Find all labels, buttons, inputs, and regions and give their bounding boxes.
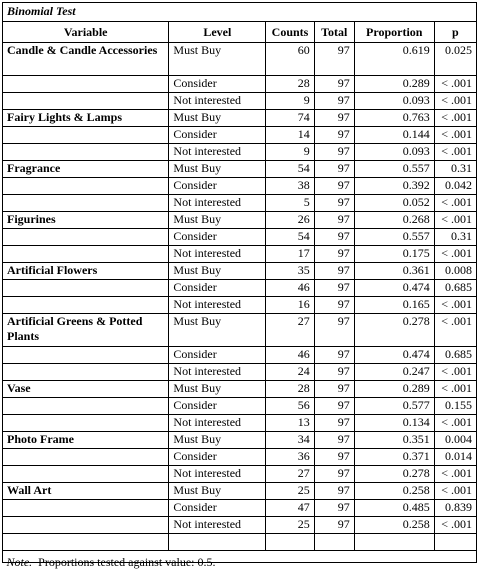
variable-cell-empty [3,364,169,381]
variable-cell-empty [3,466,169,483]
counts-cell: 9 [266,93,314,110]
total-cell: 97 [314,517,354,534]
counts-cell: 46 [266,280,314,297]
total-cell: 97 [314,415,354,432]
counts-cell: 35 [266,263,314,280]
proportion-cell: 0.134 [354,415,434,432]
variable-cell-empty [3,76,169,93]
blank-cell [434,534,476,551]
binomial-test-table [2,2,477,571]
header-level: Level [169,22,266,43]
proportion-cell: 0.474 [354,280,434,297]
p-value-cell: < .001 [434,517,476,534]
level-cell: Must Buy [169,212,266,229]
level-cell: Not interested [169,195,266,212]
table-row [3,127,477,144]
proportion-cell: 0.557 [354,161,434,178]
total-cell: 97 [314,381,354,398]
proportion-cell: 0.289 [354,76,434,93]
table-caption: Binomial Test [3,3,477,22]
total-cell: 97 [314,229,354,246]
proportion-cell: 0.268 [354,212,434,229]
counts-cell: 74 [266,110,314,127]
level-cell: Not interested [169,364,266,381]
total-cell: 97 [314,212,354,229]
total-cell: 97 [314,195,354,212]
variable-cell: Artificial Flowers [3,263,169,280]
variable-cell-empty [3,127,169,144]
variable-cell-empty [3,449,169,466]
proportion-cell: 0.093 [354,144,434,161]
p-value-cell: < .001 [434,364,476,381]
variable-cell: Fragrance [3,161,169,178]
p-value-cell: 0.014 [434,449,476,466]
p-value-cell: < .001 [434,212,476,229]
total-cell: 97 [314,178,354,195]
p-value-cell: < .001 [434,144,476,161]
counts-cell: 27 [266,466,314,483]
proportion-cell: 0.144 [354,127,434,144]
total-cell: 97 [314,347,354,364]
proportion-cell: 0.557 [354,229,434,246]
level-cell: Consider [169,347,266,364]
variable-cell-empty [3,398,169,415]
level-cell: Not interested [169,415,266,432]
total-cell: 97 [314,280,354,297]
blank-cell [169,534,266,551]
header-counts: Counts [266,22,314,43]
counts-cell: 16 [266,297,314,314]
proportion-cell: 0.165 [354,297,434,314]
counts-cell: 27 [266,314,314,347]
proportion-cell: 0.371 [354,449,434,466]
p-value-cell: < .001 [434,110,476,127]
table-row [3,93,477,110]
counts-cell: 28 [266,76,314,93]
p-value-cell: < .001 [434,127,476,144]
variable-cell-empty [3,500,169,517]
counts-cell: 13 [266,415,314,432]
counts-cell: 54 [266,229,314,246]
proportion-cell: 0.577 [354,398,434,415]
level-cell: Must Buy [169,161,266,178]
level-cell: Must Buy [169,432,266,449]
variable-cell-empty [3,347,169,364]
p-value-cell: < .001 [434,466,476,483]
total-cell: 97 [314,263,354,280]
variable-cell-empty [3,93,169,110]
p-value-cell: 0.042 [434,178,476,195]
blank-row [3,534,477,551]
note-row [3,551,477,571]
proportion-cell: 0.351 [354,432,434,449]
proportion-cell: 0.175 [354,246,434,263]
proportion-cell: 0.278 [354,314,434,347]
table-note [3,551,477,571]
proportion-cell: 0.485 [354,500,434,517]
proportion-cell: 0.361 [354,263,434,280]
header-proportion: Proportion [354,22,434,43]
p-value-cell: < .001 [434,246,476,263]
level-cell: Not interested [169,144,266,161]
table-row [3,500,477,517]
counts-cell: 26 [266,212,314,229]
table-row [3,398,477,415]
proportion-cell: 0.619 [354,43,434,76]
level-cell: Must Buy [169,381,266,398]
blank-cell [314,534,354,551]
level-cell: Consider [169,280,266,297]
table-row [3,195,477,212]
total-cell: 97 [314,144,354,161]
table-row [3,263,477,280]
p-value-cell: 0.004 [434,432,476,449]
level-cell: Must Buy [169,483,266,500]
p-value-cell: 0.025 [434,43,476,76]
table-row [3,415,477,432]
p-value-cell: 0.008 [434,263,476,280]
level-cell: Consider [169,127,266,144]
total-cell: 97 [314,127,354,144]
table-row [3,43,477,76]
level-cell: Consider [169,229,266,246]
table-row [3,449,477,466]
blank-cell [3,534,169,551]
variable-cell-empty [3,246,169,263]
table-row [3,246,477,263]
total-cell: 97 [314,246,354,263]
table-row [3,483,477,500]
level-cell: Consider [169,500,266,517]
variable-cell: Artificial Greens & Potted Plants [3,314,169,347]
proportion-cell: 0.258 [354,483,434,500]
table-row [3,466,477,483]
variable-cell-empty [3,229,169,246]
total-cell: 97 [314,110,354,127]
total-cell: 97 [314,364,354,381]
counts-cell: 25 [266,483,314,500]
p-value-cell: < .001 [434,76,476,93]
counts-cell: 25 [266,517,314,534]
table-row [3,517,477,534]
counts-cell: 46 [266,347,314,364]
level-cell: Not interested [169,517,266,534]
total-cell: 97 [314,500,354,517]
counts-cell: 28 [266,381,314,398]
p-value-cell: 0.155 [434,398,476,415]
p-value-cell: 0.31 [434,229,476,246]
counts-cell: 34 [266,432,314,449]
p-value-cell: 0.685 [434,347,476,364]
variable-cell: Wall Art [3,483,169,500]
counts-cell: 47 [266,500,314,517]
header-total: Total [314,22,354,43]
level-cell: Consider [169,398,266,415]
level-cell: Must Buy [169,314,266,347]
level-cell: Consider [169,449,266,466]
counts-cell: 24 [266,364,314,381]
total-cell: 97 [314,76,354,93]
table-row [3,178,477,195]
variable-cell-empty [3,517,169,534]
total-cell: 97 [314,314,354,347]
table-row [3,381,477,398]
variable-cell: Candle & Candle Accessories [3,43,169,76]
table-row [3,161,477,178]
header-row [3,22,477,43]
header-p: p [434,22,476,43]
table-caption-row [3,3,477,22]
total-cell: 97 [314,93,354,110]
blank-cell [266,534,314,551]
header-variable: Variable [3,22,169,43]
counts-cell: 38 [266,178,314,195]
proportion-cell: 0.093 [354,93,434,110]
note-text: Proportions tested against value: 0.5. [38,555,215,569]
proportion-cell: 0.258 [354,517,434,534]
proportion-cell: 0.474 [354,347,434,364]
table-row [3,432,477,449]
table-row [3,314,477,347]
counts-cell: 54 [266,161,314,178]
variable-cell: Fairy Lights & Lamps [3,110,169,127]
table-row [3,76,477,93]
counts-cell: 17 [266,246,314,263]
variable-cell-empty [3,195,169,212]
level-cell: Not interested [169,466,266,483]
p-value-cell: < .001 [434,195,476,212]
p-value-cell: < .001 [434,93,476,110]
variable-cell: Figurines [3,212,169,229]
level-cell: Must Buy [169,43,266,76]
p-value-cell: 0.839 [434,500,476,517]
level-cell: Must Buy [169,263,266,280]
total-cell: 97 [314,483,354,500]
note-label: Note. [7,555,33,569]
blank-cell [354,534,434,551]
table-row [3,229,477,246]
level-cell: Consider [169,76,266,93]
proportion-cell: 0.392 [354,178,434,195]
variable-cell-empty [3,178,169,195]
counts-cell: 56 [266,398,314,415]
level-cell: Not interested [169,246,266,263]
p-value-cell: < .001 [434,297,476,314]
variable-cell-empty [3,415,169,432]
counts-cell: 14 [266,127,314,144]
level-cell: Must Buy [169,110,266,127]
proportion-cell: 0.247 [354,364,434,381]
proportion-cell: 0.278 [354,466,434,483]
table-row [3,212,477,229]
variable-cell: Vase [3,381,169,398]
table-row [3,347,477,364]
level-cell: Not interested [169,297,266,314]
variable-cell-empty [3,280,169,297]
counts-cell: 60 [266,43,314,76]
table-row [3,297,477,314]
total-cell: 97 [314,297,354,314]
total-cell: 97 [314,466,354,483]
total-cell: 97 [314,161,354,178]
p-value-cell: 0.685 [434,280,476,297]
level-cell: Not interested [169,93,266,110]
total-cell: 97 [314,449,354,466]
p-value-cell: < .001 [434,381,476,398]
variable-cell-empty [3,144,169,161]
total-cell: 97 [314,43,354,76]
p-value-cell: < .001 [434,314,476,347]
counts-cell: 5 [266,195,314,212]
level-cell: Consider [169,178,266,195]
proportion-cell: 0.289 [354,381,434,398]
proportion-cell: 0.052 [354,195,434,212]
total-cell: 97 [314,432,354,449]
p-value-cell: < .001 [434,483,476,500]
p-value-cell: < .001 [434,415,476,432]
table-row [3,280,477,297]
proportion-cell: 0.763 [354,110,434,127]
counts-cell: 9 [266,144,314,161]
variable-cell: Photo Frame [3,432,169,449]
counts-cell: 36 [266,449,314,466]
total-cell: 97 [314,398,354,415]
table-row [3,110,477,127]
variable-cell-empty [3,297,169,314]
table-row [3,364,477,381]
p-value-cell: 0.31 [434,161,476,178]
table-row [3,144,477,161]
